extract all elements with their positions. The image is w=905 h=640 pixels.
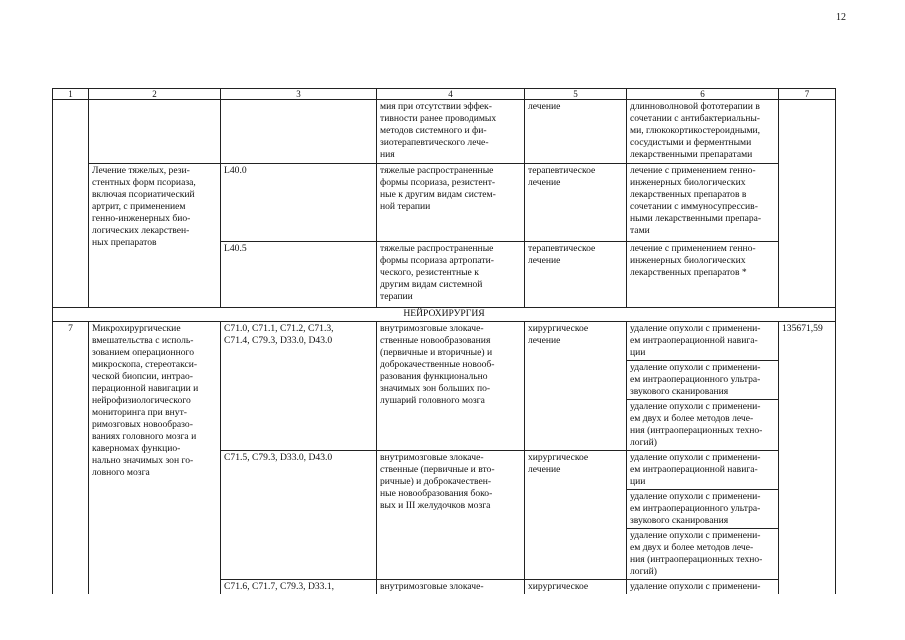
cell-icd-codes: L40.5 [221, 242, 377, 308]
cell-treatment-method: удаление опухоли с применени- ем интраоперационной навига- ции [627, 322, 779, 361]
table-row [53, 100, 836, 164]
cell-model-description: внутримозговые злокаче- ственные (первичные и вто- ричные) и доброкачествен- ные новообразования боко- вых и III желудочков мозга [377, 451, 525, 580]
section-header-row [53, 308, 836, 322]
cell-empty [779, 100, 836, 308]
cell-model-description: тяжелые распространенные формы псориаза, резистент- ные к другим видам систем- ной терапии [377, 164, 525, 242]
column-header: 7 [779, 89, 836, 100]
cell-model-description: внутримозговые злокаче- ственные новообразования (первичные и вторичные) и доброкачественные новооб- разования функционально значимых зон больших по- лушарий головного мозга [377, 322, 525, 451]
procedures-table [52, 88, 836, 594]
cell-icd-codes: C71.5, C79.3, D33.0, D43.0 [221, 451, 377, 580]
cell-treatment-type: терапевтическое лечение [525, 164, 627, 242]
cell-treatment-type: хирургическое [525, 580, 627, 595]
cell-care-profile: Микрохирургические вмешательства с исполь- зованием операционного микроскопа, стереотакси- ческой биопсии, интрао- перационной навигации и нейрофизиологического мониторинга при внут- римозговых новообразо- ваниях головного мозга и каверномах функцио- нально значимых зон го- ловного мозга [89, 322, 221, 595]
cell-cost: 135671,59 [779, 322, 836, 595]
table-row [53, 164, 836, 242]
cell-icd-codes: C71.0, C71.1, C71.2, C71.3, C71.4, C79.3, D33.0, D43.0 [221, 322, 377, 451]
cell-empty [221, 100, 377, 164]
column-header: 1 [53, 89, 89, 100]
cell-treatment-method: удаление опухоли с применени- ем двух и более методов лече- ния (интраоперационных техно- логий) [627, 400, 779, 451]
cell-treatment-method: лечение с применением генно- инженерных биологических лекарственных препаратов * [627, 242, 779, 308]
column-header: 2 [89, 89, 221, 100]
column-header: 5 [525, 89, 627, 100]
cell-row-number: 7 [53, 322, 89, 595]
column-header: 4 [377, 89, 525, 100]
cell-treatment-method: длинноволновой фототерапии в сочетании с антибактериальны- ми, глюкокортикостероидными, сосудистыми и ферментными лекарственными препаратами [627, 100, 779, 164]
column-header: 6 [627, 89, 779, 100]
page-number: 12 [836, 12, 846, 23]
cell-icd-codes: L40.0 [221, 164, 377, 242]
cell-treatment-type: хирургическое лечение [525, 451, 627, 580]
cell-treatment-method: удаление опухоли с применени- ем интраоперационного ультра- звукового сканирования [627, 361, 779, 400]
column-number-row [53, 89, 836, 100]
cell-empty [89, 100, 221, 164]
cell-model-description: тяжелые распространенные формы псориаза артропати- ческого, резистентные к другим видам системной терапии [377, 242, 525, 308]
cell-care-profile: Лечение тяжелых, рези- стентных форм псориаза, включая псориатический артрит, с применением генно-инженерных био- логических лекарствен- ных препаратов [89, 164, 221, 308]
cell-treatment-method: удаление опухоли с применени- ем интраоперационного ультра- звукового сканирования [627, 490, 779, 529]
cell-treatment-method: удаление опухоли с применени- ем интраоперационной навига- ции [627, 451, 779, 490]
cell-icd-codes: C71.6, C71.7, C79.3, D33.1, [221, 580, 377, 595]
cell-empty [53, 100, 89, 308]
cell-model-description: внутримозговые злокаче- [377, 580, 525, 595]
section-title: НЕЙРОХИРУРГИЯ [53, 308, 836, 322]
cell-treatment-method: удаление опухоли с применени- ем двух и более методов лече- ния (интраоперационных техно- логий) [627, 529, 779, 580]
cell-treatment-type: лечение [525, 100, 627, 164]
cell-treatment-type: хирургическое лечение [525, 322, 627, 451]
cell-treatment-method: удаление опухоли с применени- [627, 580, 779, 595]
column-header: 3 [221, 89, 377, 100]
cell-model-description: мия при отсутствии эффек- тивности ранее проводимых методов системного и фи- зиотерапевтического лече- ния [377, 100, 525, 164]
cell-treatment-method: лечение с применением генно- инженерных биологических лекарственных препаратов в сочетании с иммуносупрессив- ными лекарственными препара- тами [627, 164, 779, 242]
table-row [53, 322, 836, 361]
cell-treatment-type: терапевтическое лечение [525, 242, 627, 308]
